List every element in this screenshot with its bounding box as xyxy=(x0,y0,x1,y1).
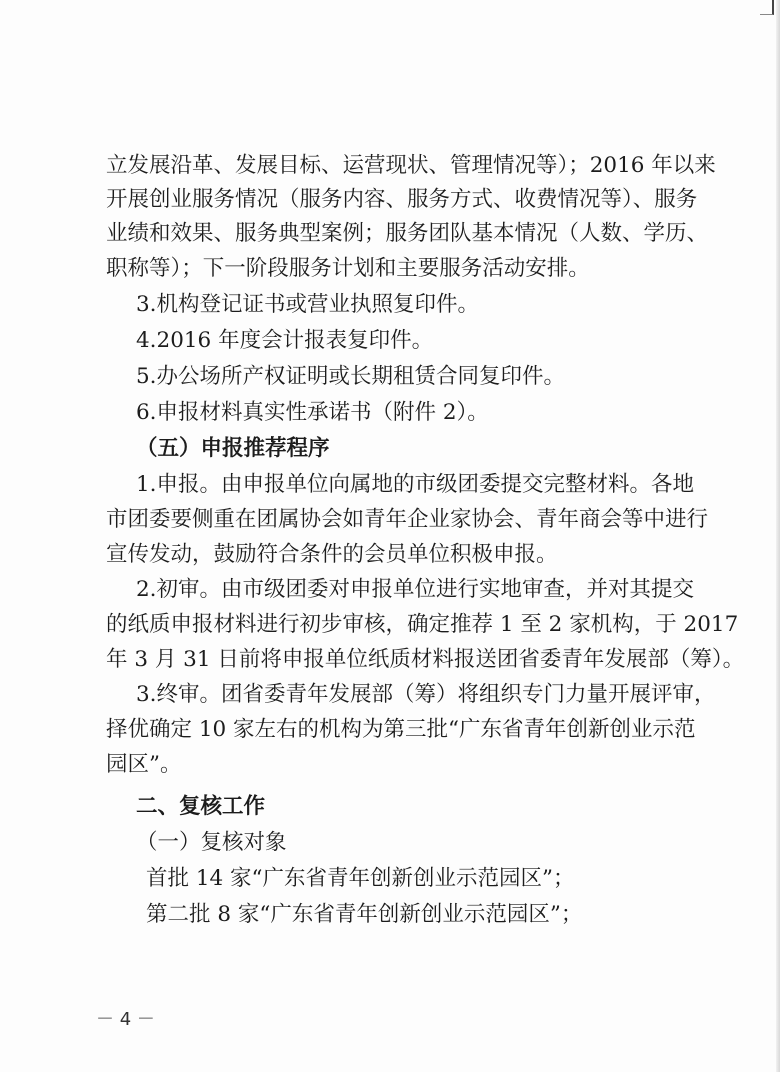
subsection-heading-review-targets: （一）复核对象 xyxy=(136,830,287,855)
body-line-4: 职称等）；下一阶段服务计划和主要服务活动安排。 xyxy=(106,256,590,281)
procedure-line-1: 1.申报。由申报单位向属地的市级团委提交完整材料。各地 xyxy=(136,472,695,497)
review-target-line-2: 第二批 8 家“广东省青年创新创业示范园区”； xyxy=(146,902,583,927)
procedure-line-2: 市团委要侧重在团属协会如青年企业家协会、青年商会等中进行 xyxy=(106,507,709,532)
procedure-line-7: 3.终审。团省委青年发展部（筹）将组织专门力量开展评审， xyxy=(136,682,716,707)
page-number: － 4 － xyxy=(96,1009,155,1030)
procedure-line-9: 园区”。 xyxy=(106,752,182,777)
list-item-3: 3.机构登记证书或营业执照复印件。 xyxy=(136,292,480,317)
procedure-line-6: 年 3 月 31 日前将申报单位纸质材料报送团省委青年发展部（筹）。 xyxy=(106,647,745,672)
body-line-2: 开展创业服务情况（服务内容、服务方式、收费情况等）、服务 xyxy=(106,187,698,212)
scan-edge xyxy=(776,0,780,1072)
subsection-heading-procedure: （五）申报推荐程序 xyxy=(136,436,330,461)
list-item-4: 4.2016 年度会计报表复印件。 xyxy=(136,328,434,353)
procedure-line-3: 宣传发动，鼓励符合条件的会员单位积极申报。 xyxy=(106,542,558,567)
review-target-line-1: 首批 14 家“广东省青年创新创业示范园区”； xyxy=(146,866,575,891)
body-line-3: 业绩和效果、服务典型案例；服务团队基本情况（人数、学历、 xyxy=(106,221,709,246)
scan-corner-mark xyxy=(760,0,774,15)
section-heading-review: 二、复核工作 xyxy=(136,794,266,819)
list-item-5: 5.办公场所产权证明或长期租赁合同复印件。 xyxy=(136,364,566,389)
body-line-1: 立发展沿革、发展目标、运营现状、管理情况等）；2016 年以来 xyxy=(106,153,716,178)
list-item-6: 6.申报材料真实性承诺书（附件 2）。 xyxy=(136,400,489,425)
procedure-line-5: 的纸质申报材料进行初步审核，确定推荐 1 至 2 家机构，于 2017 xyxy=(106,612,739,637)
procedure-line-8: 择优确定 10 家左右的机构为第三批“广东省青年创新创业示范 xyxy=(106,717,696,742)
procedure-line-4: 2.初审。由市级团委对申报单位进行实地审查，并对其提交 xyxy=(136,577,695,602)
